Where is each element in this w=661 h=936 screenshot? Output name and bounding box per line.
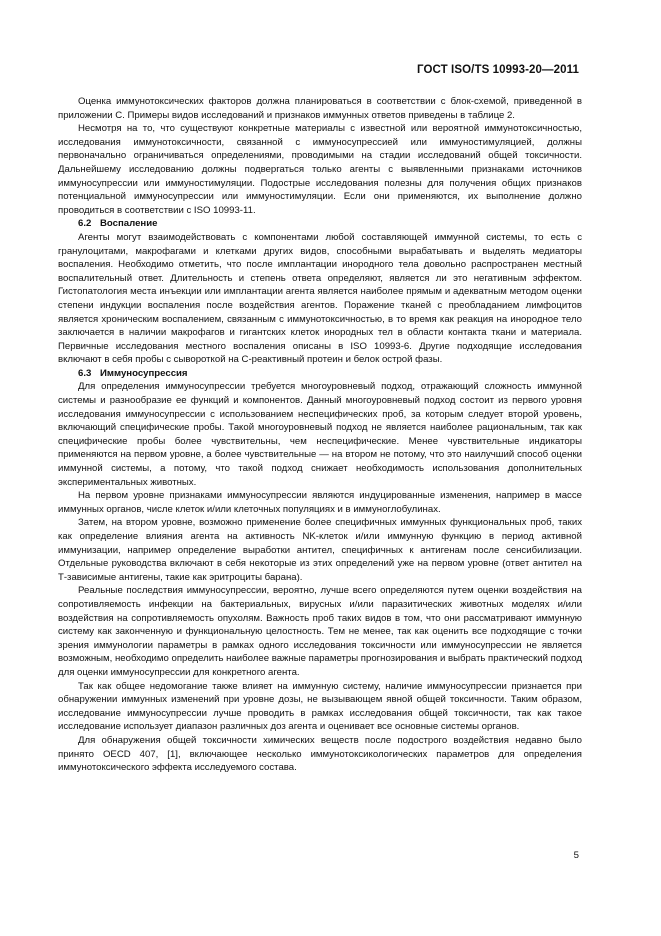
section-title: Воспаление <box>100 218 158 230</box>
page-number: 5 <box>573 850 579 861</box>
document-body <box>58 95 582 775</box>
paragraph-3: Агенты могут взаимодействовать с компонентами любой составляющей иммунной системы, то есть с гранулоцитами, макрофагами и клетками других видов, способными вырабатывать и выделять медиаторы воспаления. Необходимо отметить, что после имплантации инородного тела довольно распространен местный воспалительный ответ. Длительность и степень ответа определяют, является ли это негативным эффектом. Гистопатология места инъекции или имплантации агента является наиболее прямым и адекватным методом оценки степени индукции воспаления после воздействия агентов. Поражение тканей с преобладанием лимфоцитов является хроническим воспалением, связанным с иммунотоксичностью, в то время как реакция на инородное тело заключается в наличии макрофагов и гигантских клеток инородных тел в области контакта ткани и материала. Первичные исследования местного воспаления описаны в ISO 10993-6. Другие подходящие исследования включают в себя пробы с сывороткой на С-реактивный протеин и белок острой фазы. <box>58 231 582 366</box>
section-heading-6-2 <box>58 217 582 231</box>
section-heading-6-3 <box>58 367 582 381</box>
paragraph-9: Для обнаружения общей токсичности химических веществ после подострого воздействия недавно было принято OECD 407, [1], включающее несколько иммунотоксикологических параметров для определения иммунотоксического эффекта исследуемого состава. <box>58 734 582 774</box>
paragraph-2: Несмотря на то, что существуют конкретные материалы с известной или вероятной иммунотоксичностью, исследования иммунотоксичности, связанной с иммуносупрессией или иммуностимуляцией, должны первоначально ограничиваться определениями, проводимыми на стадии исследований общей токсичности. Дальнейшему исследованию должны подвергаться только агенты с выявленными признаками источников иммуносупрессии или иммуностимуляции. Подострые исследования полезны для получения общих признаков потенциальной иммуносупрессии или иммуностимуляции. Если они применяются, их выполнение должно проводиться в соответствии с ISO 10993-11. <box>58 123 582 216</box>
paragraph-7: Реальные последствия иммуносупрессии, вероятно, лучше всего определяются путем оценки воздействия на сопротивляемость инфекции на бактериальных, вирусных и/или паразитических животных моделях и/или воздействия на сопротивляемость опухолям. Важность проб таких видов в том, что они рассматривают иммунную систему как законченную и функциональную целостность. Тем не менее, так как оценить все подходящие с точки зрения иммунологии параметры в рамках одного исследования токсичности или иммуносупрессии не является возможным, необходимо определить наиболее важные параметры прогнозирования и выбрать практический подход для оценки иммуносупрессии для конкретного агента. <box>58 585 582 678</box>
paragraph-1: Оценка иммунотоксических факторов должна планироваться в соответствии с блок-схемой, приведенной в приложении С. Примеры видов исследований и признаков иммунных ответов приведены в таблице 2. <box>58 96 582 121</box>
paragraph-4: Для определения иммуносупрессии требуется многоуровневый подход, отражающий сложность иммунной системы и разнообразие ее функций и компонентов. Данный многоуровневый подход состоит из первого уровня исследования иммуносупрессии с использованием неспецифических проб, за которым следует второй уровень, включающий специфические пробы. Такой многоуровневый подход не является наиболее рациональным, так как специфические пробы более чувствительны, чем неспецифические. Менее чувствительные индикаторы применяются на первом уровне, а более чувствительные — на втором не потому, что это наилучший способ оценки иммунной системы, а потому, что такой подход снижает необходимость использования дополнительных экспериментальных животных. <box>58 381 582 488</box>
paragraph-8: Так как общее недомогание также влияет на иммунную систему, наличие иммуносупрессии признается при обнаружении иммунных изменений при уровне дозы, не вызывающем явной общей токсичности. Таким образом, исследование иммуносупрессии лучше проводить в рамках исследования общей токсичности, так как такое исследование использует диапазон различных доз агента и оценивает все основные системы органов. <box>58 680 582 733</box>
section-number: 6.2 <box>78 218 92 230</box>
paragraph-6: Затем, на втором уровне, возможно применение более специфичных иммунных функциональных проб, таких как определение влияния агента на активность NK-клеток и/или иммунную функцию в период активной иммунизации, например определение выработки антител, специфичных к антигенам после сенсибилизации. Отдельные руководства включают в себя некоторые из этих определений уже на первом уровне (ответ антител на Т-зависимые антигены, такие как эритроциты барана). <box>58 517 582 583</box>
document-code-header: ГОСТ ISO/TS 10993-20—2011 <box>417 64 579 76</box>
section-number: 6.3 <box>78 367 92 379</box>
section-title: Иммуносупрессия <box>100 367 188 379</box>
paragraph-5: На первом уровне признаками иммуносупрессии являются индуцированные изменения, например в массе иммунных органов, числе клеток и/или клеточных популяциях и в иммуноглобулинах. <box>58 490 582 515</box>
